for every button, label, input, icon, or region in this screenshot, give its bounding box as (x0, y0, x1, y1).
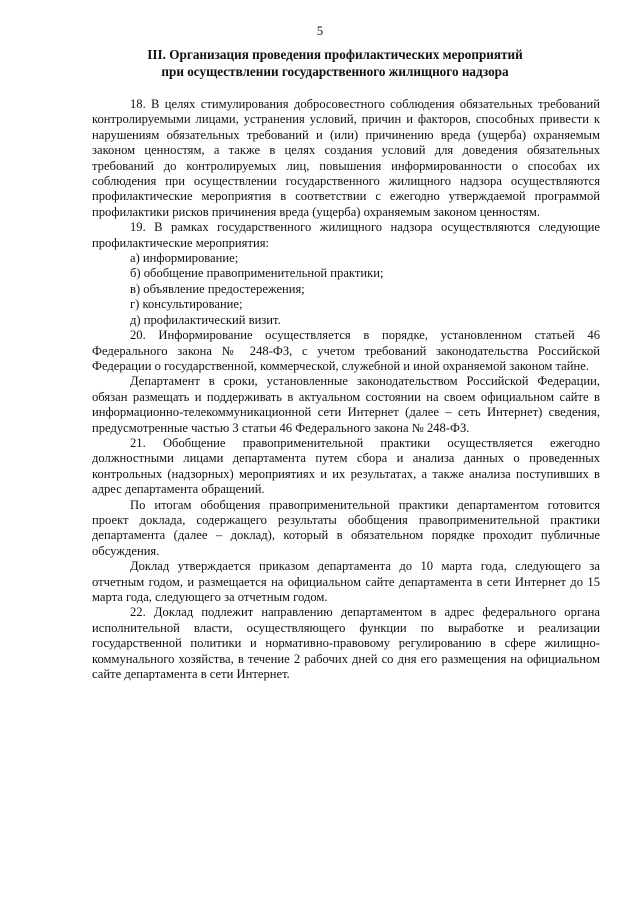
section-heading-line-2: при осуществлении государственного жилищного надзора (161, 63, 509, 79)
paragraph-18: 18. В целях стимулирования добросовестного соблюдения обязательных требований контролируемыми лицами, устранения условий, причин и факторов, способных привести к нарушениям обязательных требований и (или) причинению вреда (ущерба) охраняемым законом ценностям, а также в целях создания условий для доведения обязательных требований до контролируемых лиц, повышения информированности о способах их соблюдения при осуществлении государственного жилищного надзора осуществляются профилактические мероприятия в соответствии с ежегодно утверждаемой программой профилактики рисков причинения вреда (ущерба) охраняемым законом ценностям. (92, 97, 600, 219)
section-heading (90, 47, 580, 80)
list-item-v: в) объявление предостережения; (130, 281, 305, 296)
paragraph-20-continued: Департамент в сроки, установленные законодательством Российской Федерации, обязан размещать и поддерживать в актуальном состоянии на своем официальном сайте в информационно-телекоммуникационной сети Интернет (далее – сеть Интернет) сведения, предусмотренные частью 3 статьи 46 Федерального закона № 248-ФЗ. (92, 374, 600, 435)
paragraph-21: 21. Обобщение правоприменительной практики осуществляется ежегодно должностными лицами департамента путем сбора и анализа данных о проведенных контрольных (надзорных) мероприятиях и их результатах, а также анализа поступивших в адрес департамента обращений. (92, 435, 600, 497)
list-item-d: д) профилактический визит. (130, 312, 281, 327)
paragraph-19: 19. В рамках государственного жилищного надзора осуществляются следующие профилактические мероприятия: (92, 220, 600, 250)
paragraph-20: 20. Информирование осуществляется в порядке, установленном статьей 46 Федерального закона № 248-ФЗ, с учетом требований законодательства Российской Федерации о государственной, коммерческой, служебной и иной охраняемой законом тайне. (92, 328, 600, 373)
page-number: 5 (316, 24, 324, 38)
list-item-a: а) информирование; (130, 251, 239, 266)
list-item-b: б) обобщение правоприменительной практики; (130, 266, 384, 281)
paragraph-22: 22. Доклад подлежит направлению департаментом в адрес федерального органа исполнительной власти, осуществляющего функции по выработке и реализации государственной политики и нормативно-правовому регулированию в сфере жилищно-коммунального хозяйства, в течение 2 рабочих дней со дня его размещения на официальном сайте департамента в сети Интернет. (92, 605, 600, 682)
document-body (92, 97, 600, 682)
paragraph-21-report-approval: Доклад утверждается приказом департамента до 10 марта года, следующего за отчетным годом, и размещается на официальном сайте департамента в сети Интернет до 15 марта года, следующего за отчетным годом. (92, 559, 600, 604)
section-heading-line-1: III. Организация проведения профилактических мероприятий (147, 47, 523, 62)
list-item-g: г) консультирование; (130, 297, 243, 312)
paragraph-21-report-preparation: По итогам обобщения правоприменительной практики департаментом готовится проект доклада, содержащего результаты обобщения правоприменительной практики департамента (далее – доклад), который в обязательном порядке проходит публичные обсуждения. (92, 497, 600, 558)
